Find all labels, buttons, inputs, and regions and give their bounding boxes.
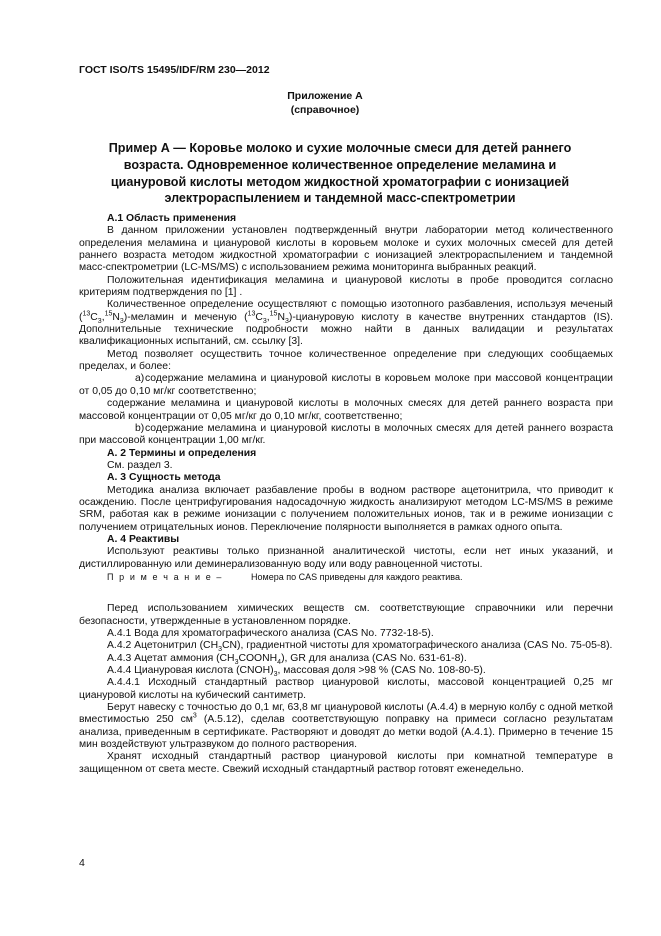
reagent-cyanuric-acid [79, 665, 613, 677]
text-run: А.4.4 Циануровая кислота (CNOH) [107, 665, 274, 677]
text-run: (А.5.12), сделав соответствующую поправку на примеси согласно результатам анализа, приведенным в сертификате. Растворяют и доводят до метки водой (А.4.1). Примерно в течение 15 мин воздействуют ультразвуком до полного растворения. [79, 714, 613, 751]
text-run: -меламин и меченую ( [127, 311, 248, 323]
list-item-a-continued: содержание меламина и циануровой кислоты в молочных смесях для детей раннего возраста при массовой концентрации от 0,05 мг/кг до 0,10 мг/кг, соответственно; [79, 398, 613, 422]
section-heading-a3: А. 3 Сущность метода [107, 472, 221, 484]
element-symbol: N [277, 311, 285, 323]
text-run: ), GR для анализа (CAS No. 631-61-8). [281, 652, 467, 664]
subscript: 4 [277, 658, 282, 666]
list-text-b: содержание меламина и циануровой кислоты в молочных смесях для детей раннего возраста при массовой концентрации 1,00 мг/кг. [79, 422, 613, 447]
text-run: CN), градиентной чистоты для хроматографического анализа (CAS No. 75-05-8). [221, 640, 613, 652]
section-heading-a2: А. 2 Термины и определения [107, 447, 257, 459]
text-run: , массовая доля >98 % (CAS No. 108-80-5). [277, 665, 486, 677]
paragraph-quantification [79, 299, 613, 348]
paragraph-reagents: Используют реактивы только признанной аналитической чистоты, если нет иных указаний, и дистиллированную или деминерализованную воду или воду равноценной чистоты. [79, 546, 613, 570]
isotope-superscript: 13 [82, 310, 91, 318]
bracket: ) [288, 311, 293, 323]
note-text: Номера по CAS приведены для каждого реактива. [251, 571, 463, 582]
list-item-a [79, 373, 613, 398]
subscript: 3 [218, 646, 222, 654]
text-run: А.4.2 Ацетонитрил (CH [107, 640, 219, 652]
text-run: -циануровую кислоту в качестве внутренних стандартов (IS). Дополнительные технические подробности можно найти в данных валидации и результатах квалификационных испытаний, см. ссылку [3]. [79, 311, 613, 348]
list-text-a: содержание меламина и циануровой кислоты в коровьем молоке при массовой концентрации от 0,05 до 0,10 мг/кг соответственно; [79, 373, 613, 397]
paragraph-limits: Метод позволяет осуществить точное количественное определение при следующих сообщаемых пределах, и более: [79, 348, 613, 373]
document-body [79, 213, 613, 776]
text-run: Берут навеску с точностью до 0,1 мг, 63,8 мг циануровой кислоты (А.4.4) в мерную колбу с одной меткой вместимостью 250 см [79, 702, 613, 726]
bracket: ) [123, 311, 128, 323]
separator: , [101, 311, 105, 323]
spacer [79, 583, 613, 603]
title-line-4: электрораспылением и тандемной масс-спектрометрии [164, 191, 516, 206]
paragraph-storage: Хранят исходный стандартный раствор циануровой кислоты при комнатной температуре в защищенном от света месте. Свежий исходный стандартный раствор готовят еженедельно. [79, 751, 613, 775]
standard-designation: ГОСТ ISO/TS 15495/IDF/RM 230—2012 [79, 64, 270, 76]
isotope-superscript: 13 [247, 310, 256, 318]
appendix-note: (справочное) [290, 104, 360, 116]
isotope-superscript: 15 [269, 310, 278, 318]
subscript: 3 [119, 317, 124, 325]
appendix-label: Приложение А [287, 90, 363, 102]
superscript: 3 [192, 712, 197, 720]
title-line-2: возраста. Одновременное количественное определение меламина и [123, 157, 557, 172]
note [79, 571, 613, 583]
isotope-superscript: 15 [104, 310, 113, 318]
text-run: COONH [238, 652, 278, 664]
reagent-ammonium-acetate [79, 653, 613, 665]
reagent-stock-solution: А.4.4.1 Исходный стандартный раствор циануровой кислоты, массовой концентрацией 0,25 мг циануровой кислоты на кубический сантиметр. [79, 677, 613, 701]
paragraph-safety: Перед использованием химических веществ см. соответствующие справочники или перечни безопасности, утвержденные в установленном порядке. [79, 603, 613, 627]
paragraph-preparation [79, 702, 613, 751]
subscript: 3 [262, 317, 267, 325]
reagent-water: А.4.1 Вода для хроматографического анализа (CAS No. 7732-18-5). [107, 628, 434, 639]
element-symbol: C [255, 311, 263, 323]
title-line-1: Пример А — Коровье молоко и сухие молочные смеси для детей раннего [108, 141, 572, 155]
list-item-b [79, 423, 613, 448]
section-heading-a4: А. 4 Реактивы [107, 533, 180, 545]
text-run: А.4.3 Ацетат аммония (CH [107, 652, 235, 664]
paragraph-identification: Положительная идентификация меламина и циануровой кислоты в пробе проводится согласно критериям подтверждения по [1] . [79, 274, 613, 299]
element-symbol: C [90, 311, 98, 323]
paragraph-scope: В данном приложении установлен подтвержденный внутри лаборатории метод количественного определения меламина и циануровой кислоты в коровьем молоке и сухих молочных смесей для детей раннего возраста методом жидкостной хроматографии с ионизацией электрораспылением и тандемной масс-спектрометрии (LC-MS/MS) с использованием режима мониторинга выбранных реакций. [79, 225, 613, 274]
text-run: Количественное определение осуществляют с помощью изотопного разбавления, используя меченый ( [79, 299, 613, 323]
section-heading-a1: А.1 Область применения [107, 213, 237, 224]
paragraph-method-principle: Методика анализа включает разбавление пробы в водном растворе ацетонитрила, что приводит к осаждению. После центрифугирования надосадочную жидкость анализируют методом LC-MS/MS в режиме SRM, работая как в режиме ионизации с получением положительных ионов, так и в режиме ионизации с получением отрицательных ионов. Переключение полярности выполняется в рамках одного опыта. [79, 484, 613, 533]
title-line-3: циануровой кислоты методом жидкостной хроматографии с ионизацией [110, 174, 570, 189]
element-symbol: N [112, 311, 120, 323]
paragraph-terms: См. раздел 3. [107, 459, 173, 471]
list-marker-a: a) [135, 373, 145, 385]
subscript: 3 [273, 671, 278, 679]
subscript: 3 [234, 658, 239, 666]
reagent-acetonitrile [79, 640, 613, 652]
separator: , [266, 311, 270, 323]
note-label: П р и м е ч а н и е – [107, 571, 224, 582]
appendix-title [85, 140, 595, 207]
list-marker-b: b) [135, 422, 145, 434]
subscript: 3 [284, 317, 289, 325]
subscript: 3 [97, 317, 102, 325]
page-number: 4 [79, 857, 85, 869]
